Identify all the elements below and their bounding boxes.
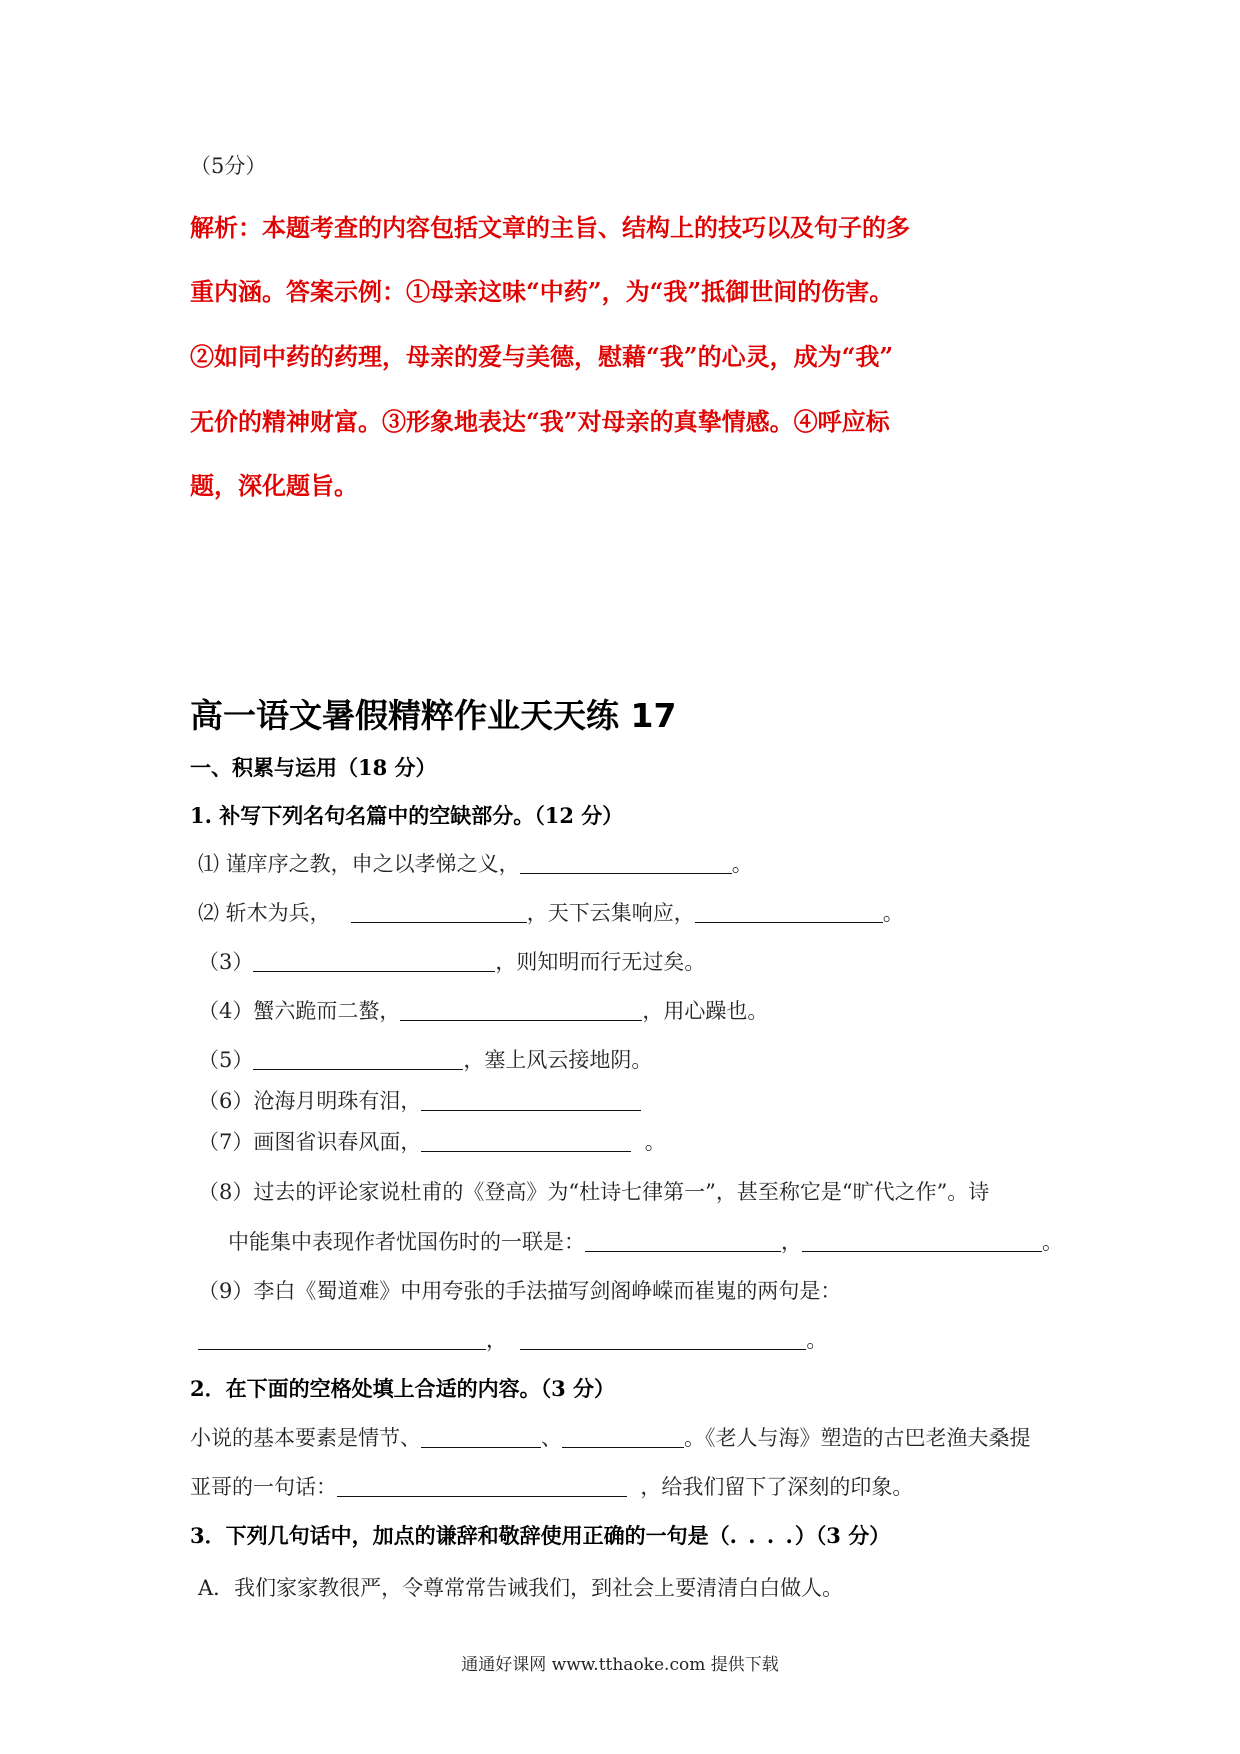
q1-item-9: （9）李白《蜀道难》中用夸张的手法描写剑阁峥嵘而崔嵬的两句是： (198, 1279, 842, 1303)
answer-blank[interactable] (802, 1231, 1042, 1252)
question-1-heading: 1. 补写下列名句名篇中的空缺部分。（12 分） (190, 803, 624, 828)
answer-blank[interactable] (562, 1427, 684, 1448)
punct: 。 (1042, 1230, 1063, 1254)
q1-item-7-text: （7）画图省识春风面， (198, 1130, 422, 1154)
answer-blank[interactable] (198, 1329, 486, 1350)
q2-text: 小说的基本要素是情节、 (190, 1426, 421, 1450)
q1-item-8-line-2 (228, 1226, 1063, 1256)
q1-item-2-text-b: ，天下云集响应， (526, 901, 695, 925)
answer-blank[interactable] (520, 853, 732, 874)
answer-blank[interactable] (520, 1329, 806, 1350)
page-footer: 通通好课网 www.tthaoke.com 提供下载 (461, 1655, 779, 1675)
punct: 。 (806, 1328, 828, 1352)
points-note: （5分） (190, 154, 267, 178)
q1-item-8-line-1: （8）过去的评论家说杜甫的《登高》为“杜诗七律第一”，甚至称它是“旷代之作”。诗 (198, 1180, 990, 1204)
punct: 、 (541, 1426, 562, 1450)
q1-item-4-text: （4）蟹六跪而二螯， (198, 999, 401, 1023)
analysis-line-5: 题，深化题旨。 (190, 471, 358, 500)
q2-text-d: ，给我们留下了深刻的印象。 (640, 1475, 914, 1499)
analysis-line-2: 重内涵。答案示例：①母亲这味“中药”，为“我”抵御世间的伤害。 (190, 277, 894, 306)
q1-item-4 (198, 995, 768, 1025)
punct: 。 (731, 852, 753, 876)
q1-item-2 (198, 897, 904, 927)
analysis-line-3: ②如同中药的药理，母亲的爱与美德，慰藉“我”的心灵，成为“我” (190, 342, 894, 371)
q2-text-c: 亚哥的一句话： (190, 1475, 337, 1499)
q1-item-6-text: （6）沧海月明珠有泪， (198, 1089, 422, 1113)
analysis-line-1: 解析：本题考查的内容包括文章的主旨、结构上的技巧以及句子的多 (190, 213, 910, 242)
q2-line-2 (190, 1471, 913, 1501)
q2-text-b: 。《老人与海》塑造的古巴老渔夫桑提 (684, 1426, 1031, 1450)
punct: 。 (644, 1130, 666, 1154)
q3-option-a[interactable]: A．我们家家教很严，令尊常常告诫我们，到社会上要清清白白做人。 (198, 1576, 844, 1600)
q3-heading-text: 3．下列几句话中，加点的谦辞和敬辞使用正确的一句是（ (190, 1523, 730, 1548)
q1-item-4-text-b: ，用心躁也。 (642, 999, 769, 1023)
question-3-heading (190, 1520, 890, 1550)
q1-item-5 (198, 1044, 652, 1074)
answer-blank[interactable] (400, 1000, 642, 1021)
answer-blank[interactable] (421, 1427, 541, 1448)
answer-blank[interactable] (337, 1476, 627, 1497)
section-heading-1: 一、积累与运用（18 分） (190, 755, 437, 780)
q1-item-3-text: ，则知明而行无过矣。 (495, 950, 706, 974)
q2-line-1 (190, 1422, 1031, 1452)
page-title: 高一语文暑假精粹作业天天练 17 (190, 696, 677, 735)
q1-item-8-text: 中能集中表现作者忧国伤时的一联是： (228, 1230, 585, 1254)
q1-item-1-text: ⑴ 谨庠序之教，申之以孝悌之义， (198, 852, 520, 876)
q3-heading-end: ）（3 分） (794, 1523, 891, 1548)
question-2-heading: 2．在下面的空格处填上合适的内容。（3 分） (190, 1376, 616, 1401)
answer-blank[interactable] (421, 1131, 631, 1152)
answer-blank[interactable] (253, 951, 495, 972)
answer-blank[interactable] (695, 902, 883, 923)
q1-item-2-text: ⑵ 斩木为兵， (198, 901, 331, 925)
q1-item-7 (198, 1126, 666, 1156)
answer-blank[interactable] (351, 902, 527, 923)
q1-item-3 (198, 946, 705, 976)
q1-item-9-answers (198, 1324, 827, 1354)
q1-item-1 (198, 848, 753, 878)
q1-item-5-text: ，塞上风云接地阴。 (463, 1048, 653, 1072)
q1-item-6 (198, 1085, 641, 1115)
answer-blank[interactable] (585, 1231, 781, 1252)
answer-blank[interactable] (253, 1049, 463, 1070)
q3-answer-slot: . . . . (729, 1523, 795, 1548)
punct: 。 (882, 901, 904, 925)
q1-item-5-num: （5） (198, 1048, 254, 1072)
punct: ， (781, 1230, 802, 1254)
answer-blank[interactable] (421, 1090, 641, 1111)
q1-item-3-num: （3） (198, 950, 254, 974)
punct: ， (486, 1328, 507, 1352)
analysis-line-4: 无价的精神财富。③形象地表达“我”对母亲的真挚情感。④呼应标 (190, 407, 890, 436)
